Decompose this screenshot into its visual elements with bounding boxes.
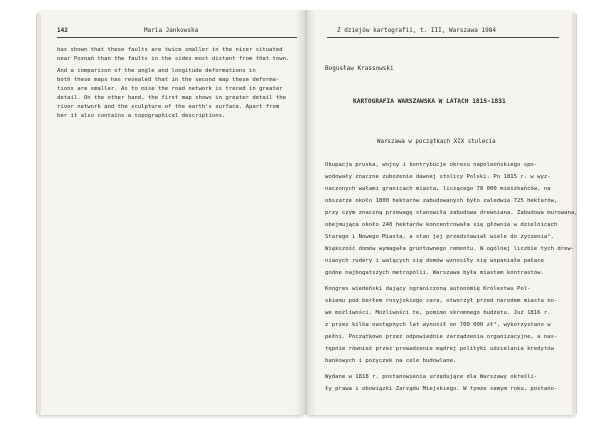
right-line: przy czym znaczną przewagę stanowiła zabudowa drewniana. Zabudowa murowana, [325,210,578,216]
right-line: naczonych wałami granicach miasta, liczącego 78 000 mieszkańców, na [325,186,551,192]
right-line: we możliwości. Możliwości te, pomimo skromnego budżetu. Już 1816 r. [325,310,551,316]
left-line: And a comparison of the angle and longitude deformations in [57,68,256,74]
right-line: wodowały znaczne zubożenie dawnej stolicy Polski. Po 1815 r. w wyz- [325,174,551,180]
right-line: ły prawa i obowiązki Zarządu Miejskiego. W tymże samym roku, postano- [325,386,558,392]
right-line: bankowych i pożyczek na cele budowlane. [325,358,457,364]
right-line: obejmująca około 240 hektarów koncentrowała się głównie w dzielnicach [325,222,558,228]
right-line: tępnie również przez prowadzenie mądrej polityki udzielania kredytów [325,346,555,352]
left-page-number: 142 [57,27,68,34]
left-page-edge [36,14,41,414]
right-line: Wydane w 1818 r. postanowienia urzędujące dla Warszawy określi- [325,374,538,380]
left-line: has shown that these faults are twice smaller in the nicer situated [57,47,283,53]
right-line: skiemu pod berłem rosyjskiego cara, otworzył przed narodem miasta no- [325,298,558,304]
section-heading: Warszawa w początkach XIX stulecia [377,139,496,145]
right-line: z przez kilka następnych lat wynosił on 700 000 zł², wykorzystano w [325,322,551,328]
left-line: her it also contains a topographical descriptions. [57,113,226,119]
right-line: pełni. Początkowo przez odpowiednie zarządzenia organizacyjne, a nas- [325,334,558,340]
book-gutter [295,10,317,415]
right-page [305,10,578,415]
right-line: obszarze około 1800 hektarów zabudowanych było zaledwie 725 hektarów, [325,198,558,204]
left-line: near Poznań than the faults in the sides most distant from that town. [57,56,290,62]
left-page [40,10,305,415]
right-line: godne najbogatszych metropolii. Warszawa była miastem kontrastów. [325,270,544,276]
right-line: Starego i Nowego Miasta, a stan jej przedstawiał wiele do życzenia¹. [325,234,555,240]
right-line: nianych rudery i walących się domów wznosiły się wspaniałe pałace [325,258,544,264]
open-book [40,10,578,420]
right-running-head: Z dziejów kartografii, t. III, Warszawa 1984 [337,27,496,34]
left-line: both these maps has revealed that in the second map these deforma- [57,77,280,83]
left-header-rule [57,37,297,38]
right-line: Kongres wiedeński dający ograniczoną autonomię Królestwu Pol- [325,286,531,292]
left-running-head: Maria Jankowska [144,27,199,34]
right-header-rule [327,37,559,38]
left-line: detail. On the other hand, the first map shows in greater detail the [57,95,287,101]
right-line: Okupacja pruska, wojny i kontrybucje okresu napoleońskiego spo- [325,162,538,168]
left-line: tions are smaller. As to mise the road network is treced in greater [57,86,283,92]
article-title: KARTOGRAFIA WARSZAWSKA W LATACH 1815-1831 [353,98,506,105]
left-line: river network and the sculpture of the earth's surface. Apart from [57,104,280,110]
right-line: Większość domów wymagała gruntownego remontu. W ogólnej liczbie tych drew- [325,246,575,252]
article-author: Bogusław Krassowski [325,65,394,72]
